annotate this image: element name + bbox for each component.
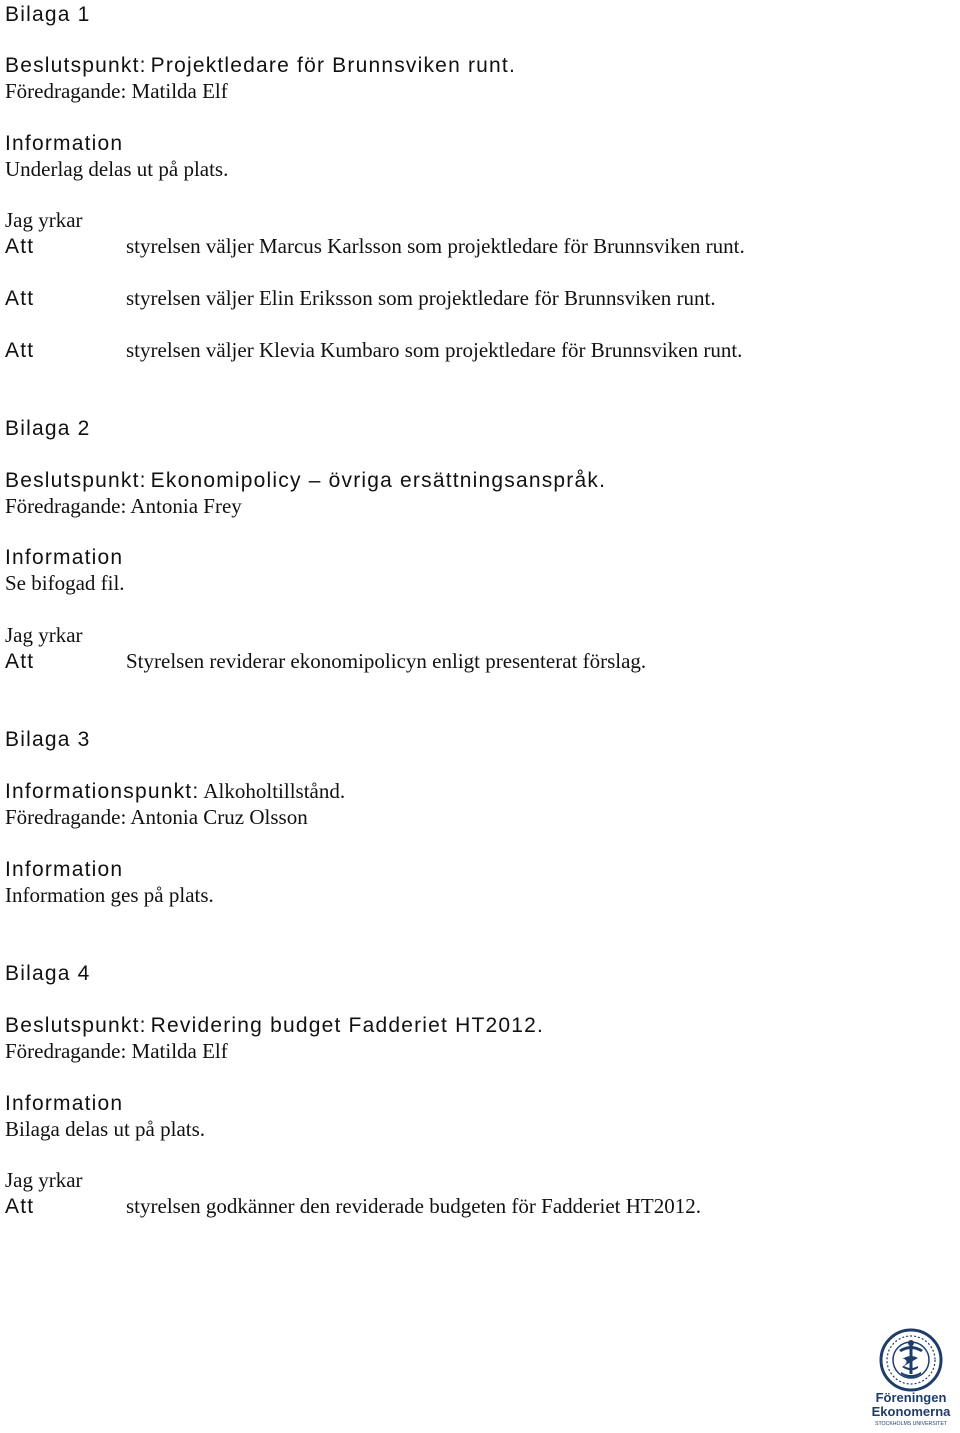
- foreningen-ekonomerna-logo: [866, 1328, 956, 1428]
- logo-line2: Ekonomerna: [871, 1404, 951, 1419]
- bilaga-4-att-1-text: styrelsen godkänner den reviderade budgeten för Fadderiet HT2012.: [126, 1194, 701, 1218]
- bilaga-4-heading: Bilaga 4: [5, 962, 91, 985]
- bilaga-3-info-label: Information: [5, 858, 124, 881]
- logo-line3: STOCKHOLMS UNIVERSITET: [875, 1421, 947, 1427]
- bilaga-1-att-3-label: Att: [5, 339, 35, 362]
- beslutspunkt-label: Beslutspunkt:: [5, 469, 147, 492]
- bilaga-1-att-3-text: styrelsen väljer Klevia Kumbaro som projektledare för Brunnsviken runt.: [126, 338, 743, 362]
- bilaga-4-info-label: Information: [5, 1092, 124, 1115]
- bilaga-2-jag-yrkar: Jag yrkar: [5, 623, 83, 647]
- bilaga-3-heading: Bilaga 3: [5, 728, 91, 751]
- bilaga-2-att-1-label: Att: [5, 650, 35, 673]
- bilaga-4-info-text: Bilaga delas ut på plats.: [5, 1117, 206, 1141]
- beslutspunkt-label: Beslutspunkt:: [5, 54, 147, 77]
- bilaga-1-att-1-label: Att: [5, 235, 35, 258]
- bilaga-4-beslutspunkt: [5, 1015, 544, 1036]
- beslutspunkt-label: Beslutspunkt:: [5, 1014, 147, 1037]
- bilaga-4-foredragande: Föredragande: Matilda Elf: [5, 1039, 228, 1063]
- seal-icon: [866, 1328, 956, 1428]
- bilaga-1-jag-yrkar: Jag yrkar: [5, 208, 83, 232]
- bilaga-1-beslutspunkt: [5, 55, 516, 76]
- bilaga-3-foredragande: Föredragande: Antonia Cruz Olsson: [5, 805, 308, 829]
- bilaga-2-info-label: Information: [5, 546, 124, 569]
- bilaga-1-att-2-label: Att: [5, 287, 35, 310]
- bilaga-2-beslutspunkt: [5, 470, 606, 491]
- bilaga-4-jag-yrkar: Jag yrkar: [5, 1168, 83, 1192]
- bilaga-1-info-label: Information: [5, 132, 124, 155]
- beslutspunkt-text: Ekonomipolicy – övriga ersättningsanspråk.: [150, 469, 607, 492]
- bilaga-1-att-2-text: styrelsen väljer Elin Eriksson som projektledare för Brunnsviken runt.: [126, 286, 716, 310]
- bilaga-3-informationspunkt: [5, 781, 345, 802]
- logo-line1: Föreningen: [875, 1390, 947, 1405]
- bilaga-1-heading: Bilaga 1: [5, 3, 91, 26]
- bilaga-1-info-text: Underlag delas ut på plats.: [5, 157, 229, 181]
- bilaga-2-info-text: Se bifogad fil.: [5, 571, 125, 595]
- bilaga-2-att-1-text: Styrelsen reviderar ekonomipolicyn enligt presenterat förslag.: [126, 649, 647, 673]
- bilaga-2-foredragande: Föredragande: Antonia Frey: [5, 494, 242, 518]
- informationspunkt-text: Alkoholtillstånd.: [203, 779, 346, 803]
- bilaga-3-info-text: Information ges på plats.: [5, 883, 214, 907]
- bilaga-4-att-1-label: Att: [5, 1195, 35, 1218]
- informationspunkt-label: Informationspunkt:: [5, 780, 200, 803]
- beslutspunkt-text: Projektledare för Brunnsviken runt.: [150, 54, 516, 77]
- bilaga-1-foredragande: Föredragande: Matilda Elf: [5, 79, 228, 103]
- bilaga-2-heading: Bilaga 2: [5, 417, 91, 440]
- beslutspunkt-text: Revidering budget Fadderiet HT2012.: [150, 1014, 545, 1037]
- bilaga-1-att-1-text: styrelsen väljer Marcus Karlsson som projektledare för Brunnsviken runt.: [126, 234, 745, 258]
